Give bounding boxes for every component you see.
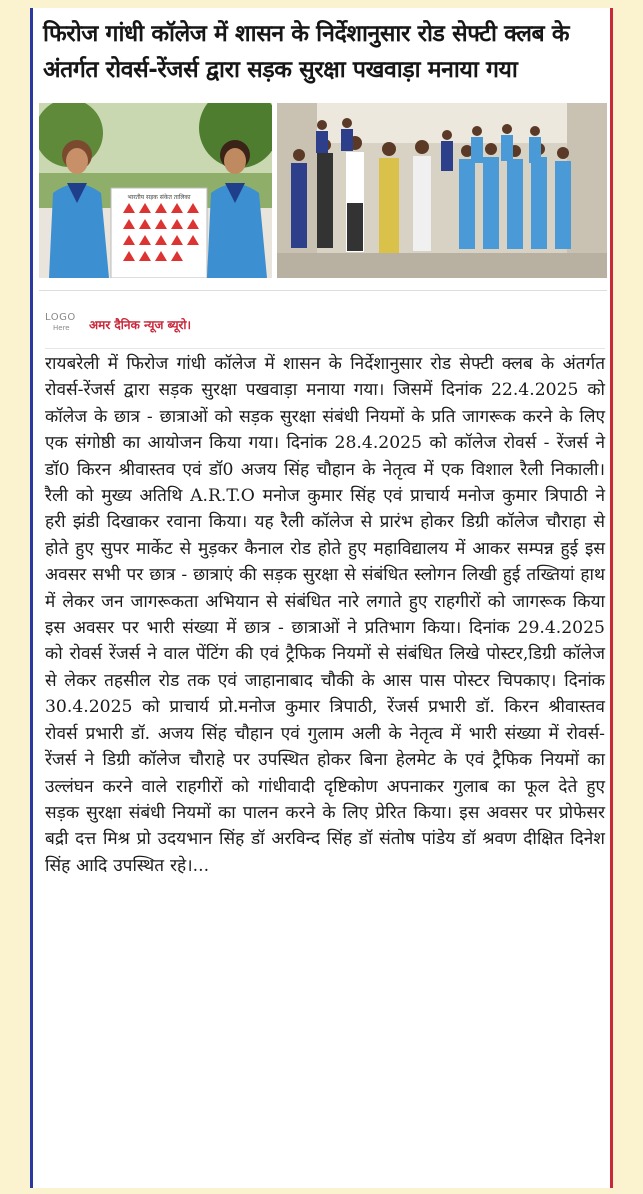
byline: अमर दैनिक न्यूज ब्यूरो।	[89, 318, 192, 332]
poster-title: भारतीय सड़क संकेत तालिका	[127, 194, 191, 201]
photo-rangers-with-poster	[39, 103, 272, 278]
logo-placeholder	[45, 312, 83, 342]
photo-strip	[39, 103, 607, 278]
divider	[39, 290, 607, 291]
news-clipping	[30, 8, 613, 1188]
article-body: रायबरेली में फिरोज गांधी कॉलेज में शासन के निर्देशानुसार रोड सेफ्टी क्लब के अंतर्गत रोवर्स-रेंजर्स द्वारा सड़क सुरक्षा पखवाड़ा मनाया गया। जिसमें दिनांक 22.4.2025 को कॉलेज के छात्र - छात्राओं को सड़क सुरक्षा संबंधी नियमों के प्रति जागरूक करने के लिए एक संगोष्ठी का आयोजन किया गया। दिनांक 28.4.2025 को कॉलेज रोवर्स - रेंजर्स ने डॉ0 किरन श्रीवास्तव एवं डॉ0 अजय सिंह चौहान के नेतृत्व में एक विशाल रैली निकाली। रैली को मुख्य अतिथि A.R.T.O मनोज कुमार सिंह एवं प्राचार्य मनोज कुमार त्रिपाठी ने हरी झंडी दिखाकर रवाना किया। यह रैली कॉलेज से प्रारंभ होकर डिग्री कॉलेज चौराहा से होते हुए सुपर मार्केट से मुड़कर कैनाल रोड होते हुए महाविद्यालय में आकर सम्पन्न हुई इस अवसर सभी पर छात्र - छात्राएं की सड़क सुरक्षा से संबंधित स्लोगन लिखी हुई तख्तियां हाथ में लेकर जन जागरूकता अभियान से संबंधित नारे लगाते हुए राहगीरों को जागरूक किया इस अवसर पर भारी संख्या में छात्र - छात्राओं ने प्रतिभाग किया। दिनांक 29.4.2025 को रोवर्स रेंजर्स ने वाल पेंटिंग की एवं ट्रैफिक नियमों से संबंधित लिखे पोस्टर,डिग्री कॉलेज से लेकर तहसील रोड तक एवं जाहानाबाद चौकी के आस पास पोस्टर चिपकाए। दिनांक 30.4.2025 को प्राचार्य प्रो.मनोज कुमार त्रिपाठी, रेंजर्स प्रभारी डॉ. किरन श्रीवास्तव रोवर्स प्रभारी डॉ. अजय सिंह चौहान एवं गुलाम अली के नेतृत्व में भारी संख्या में रोवर्स- रेंजर्स ने डिग्री कॉलेज चौराहे पर उपस्थित होकर बिना हेलमेट के एवं ट्रैफिक नियमों का उल्लंघन करने वाले राहगीरों को गांधीवादी दृष्टिकोण अपनाकर गुलाब का फूल देते हुए सड़क सुरक्षा संबंधी नियमों का पालन करने के लिए प्रेरित किया। इस अवसर पर प्रोफेसर बद्री दत्त मिश्र प्रो उदयभान सिंह डॉ अरविन्द सिंह डॉ संतोष पांडेय डॉ श्रवण दीक्षित दिनेश सिंह आदि उपस्थित रहे।...	[45, 354, 605, 876]
logo-text: LOGO	[45, 312, 76, 323]
headline: फिरोज गांधी कॉलेज में शासन के निर्देशानुसार रोड सेफ्टी क्लब के अंतर्गत रोवर्स-रेंजर्स द्वारा सड़क सुरक्षा पखवाड़ा मनाया गया	[43, 21, 570, 83]
logo-subtext: Here	[53, 324, 70, 332]
photo-group-rovers-rangers	[277, 103, 607, 278]
byline-rule	[45, 348, 605, 349]
